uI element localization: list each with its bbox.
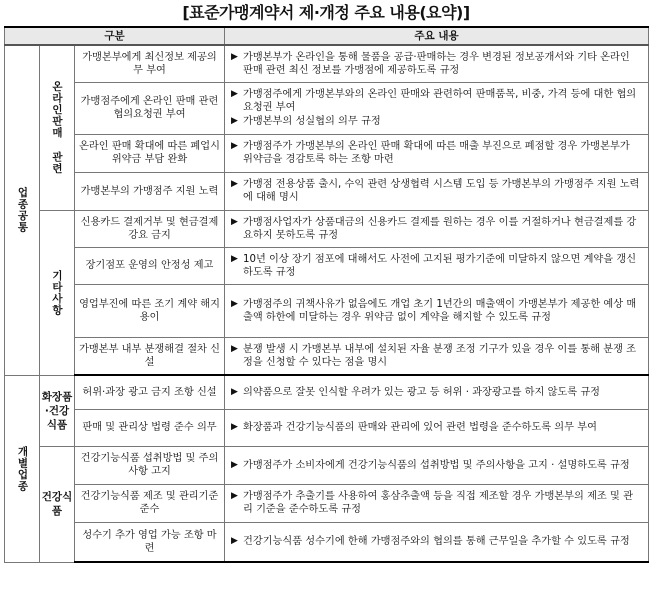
item-label: 성수기 추가 영업 가능 조항 마련 — [75, 522, 225, 562]
item-content: ▶ 가맹점 전용상품 출시, 수익 관련 상생협력 시스템 도입 등 가맹본부의 가맹점주 지원 노력에 대해 명시 — [225, 172, 649, 210]
item-content: ▶ 10년 이상 장기 점포에 대해서도 사전에 고지된 평가기준에 미달하지 않으면 계약을 갱신하도록 규정 — [225, 247, 649, 284]
item-label: 가맹본부에게 최신정보 제공의무 부여 — [75, 45, 225, 82]
item-content: ▶ 가맹본부가 온라인을 통해 물품을 공급·판매하는 경우 변경된 정보공개서와 기타 온라인 판매 관련 최신 정보를 가맹점에 제공하도록 규정 — [225, 45, 649, 82]
item-label: 가맹점주에게 온라인 판매 관련 협의요청권 부여 — [75, 82, 225, 134]
item-content: ▶ 가맹점주의 귀책사유가 없음에도 개업 초기 1년간의 매출액이 가맹본부가 제공한 예상 매출액 하한에 미달하는 경우 위약금 없이 계약을 해지할 수 있도록 규정 — [225, 284, 649, 337]
subgroup-health-food: 건강식품 — [40, 446, 75, 562]
subgroup-online: 온라인판매 관련 — [40, 45, 75, 210]
item-content: ▶ 가맹점주가 가맹본부의 온라인 판매 확대에 따른 매출 부진으로 폐점할 경우 가맹본부가 위약금을 경감토록 하는 조항 마련 — [225, 134, 649, 172]
item-label: 판매 및 관리상 법령 준수 의무 — [75, 409, 225, 446]
item-content: ▶ 가맹점주가 소비자에게 건강기능식품의 섭취방법 및 주의사항을 고지 · 설명하도록 규정 — [225, 446, 649, 484]
item-label: 가맹본부의 가맹점주 지원 노력 — [75, 172, 225, 210]
group-individual: 개별업종 — [5, 375, 40, 562]
contract-summary-table — [4, 26, 649, 563]
item-content: ▶ 의약품으로 잘못 인식할 우려가 있는 광고 등 허위 · 과장광고를 하지 않도록 규정 — [225, 375, 649, 409]
item-content: ▶ 가맹점사업자가 상품대금의 신용카드 결제를 원하는 경우 이를 거절하거나 현금결제를 강요하지 못하도록 규정 — [225, 210, 649, 247]
item-content: ▶ 화장품과 건강기능식품의 판매와 관리에 있어 관련 법령을 준수하도록 의무 부여 — [225, 409, 649, 446]
subgroup-other: 기타사항 — [40, 210, 75, 375]
item-label: 허위·과장 광고 금지 조항 신설 — [75, 375, 225, 409]
item-content: ▶ 가맹점주가 추출기를 사용하여 홍삼추출액 등을 직접 제조할 경우 가맹본부의 제조 및 관리 기준을 준수하도록 규정 — [225, 484, 649, 522]
subgroup-cosmetics: 화장품·건강식품 — [40, 375, 75, 446]
item-label: 가맹본부 내부 분쟁해결 절차 신설 — [75, 337, 225, 375]
item-label: 온라인 판매 확대에 따른 폐업시 위약금 부담 완화 — [75, 134, 225, 172]
item-label: 건강기능식품 제조 및 관리기준 준수 — [75, 484, 225, 522]
item-label: 건강기능식품 섭취방법 및 주의사항 고지 — [75, 446, 225, 484]
document-title: [표준가맹계약서 제·개정 주요 내용(요약)] — [182, 3, 470, 22]
item-label: 장기점포 운영의 안정성 제고 — [75, 247, 225, 284]
group-common: 업종공통 — [5, 45, 40, 375]
item-label: 신용카드 결제거부 및 현금결제 강요 금지 — [75, 210, 225, 247]
item-content: ▶ 가맹점주에게 가맹본부와의 온라인 판매와 관련하여 판매품목, 비중, 가격 등에 대한 협의 요청권 부여 ▶ 가맹본부의 성실협의 의무 규정 — [225, 82, 649, 134]
item-content: ▶ 건강기능식품 성수기에 한해 가맹점주와의 협의를 통해 근무일을 추가할 수 있도록 규정 — [225, 522, 649, 562]
item-content: ▶ 분쟁 발생 시 가맹본부 내부에 설치된 자율 분쟁 조정 기구가 있을 경우 이를 통해 분쟁 조정을 신청할 수 있다는 점을 명시 — [225, 337, 649, 375]
header-category: 구분 — [5, 27, 225, 45]
header-content: 주요 내용 — [225, 27, 649, 45]
item-label: 영업부진에 따른 조기 계약 해지 용이 — [75, 284, 225, 337]
